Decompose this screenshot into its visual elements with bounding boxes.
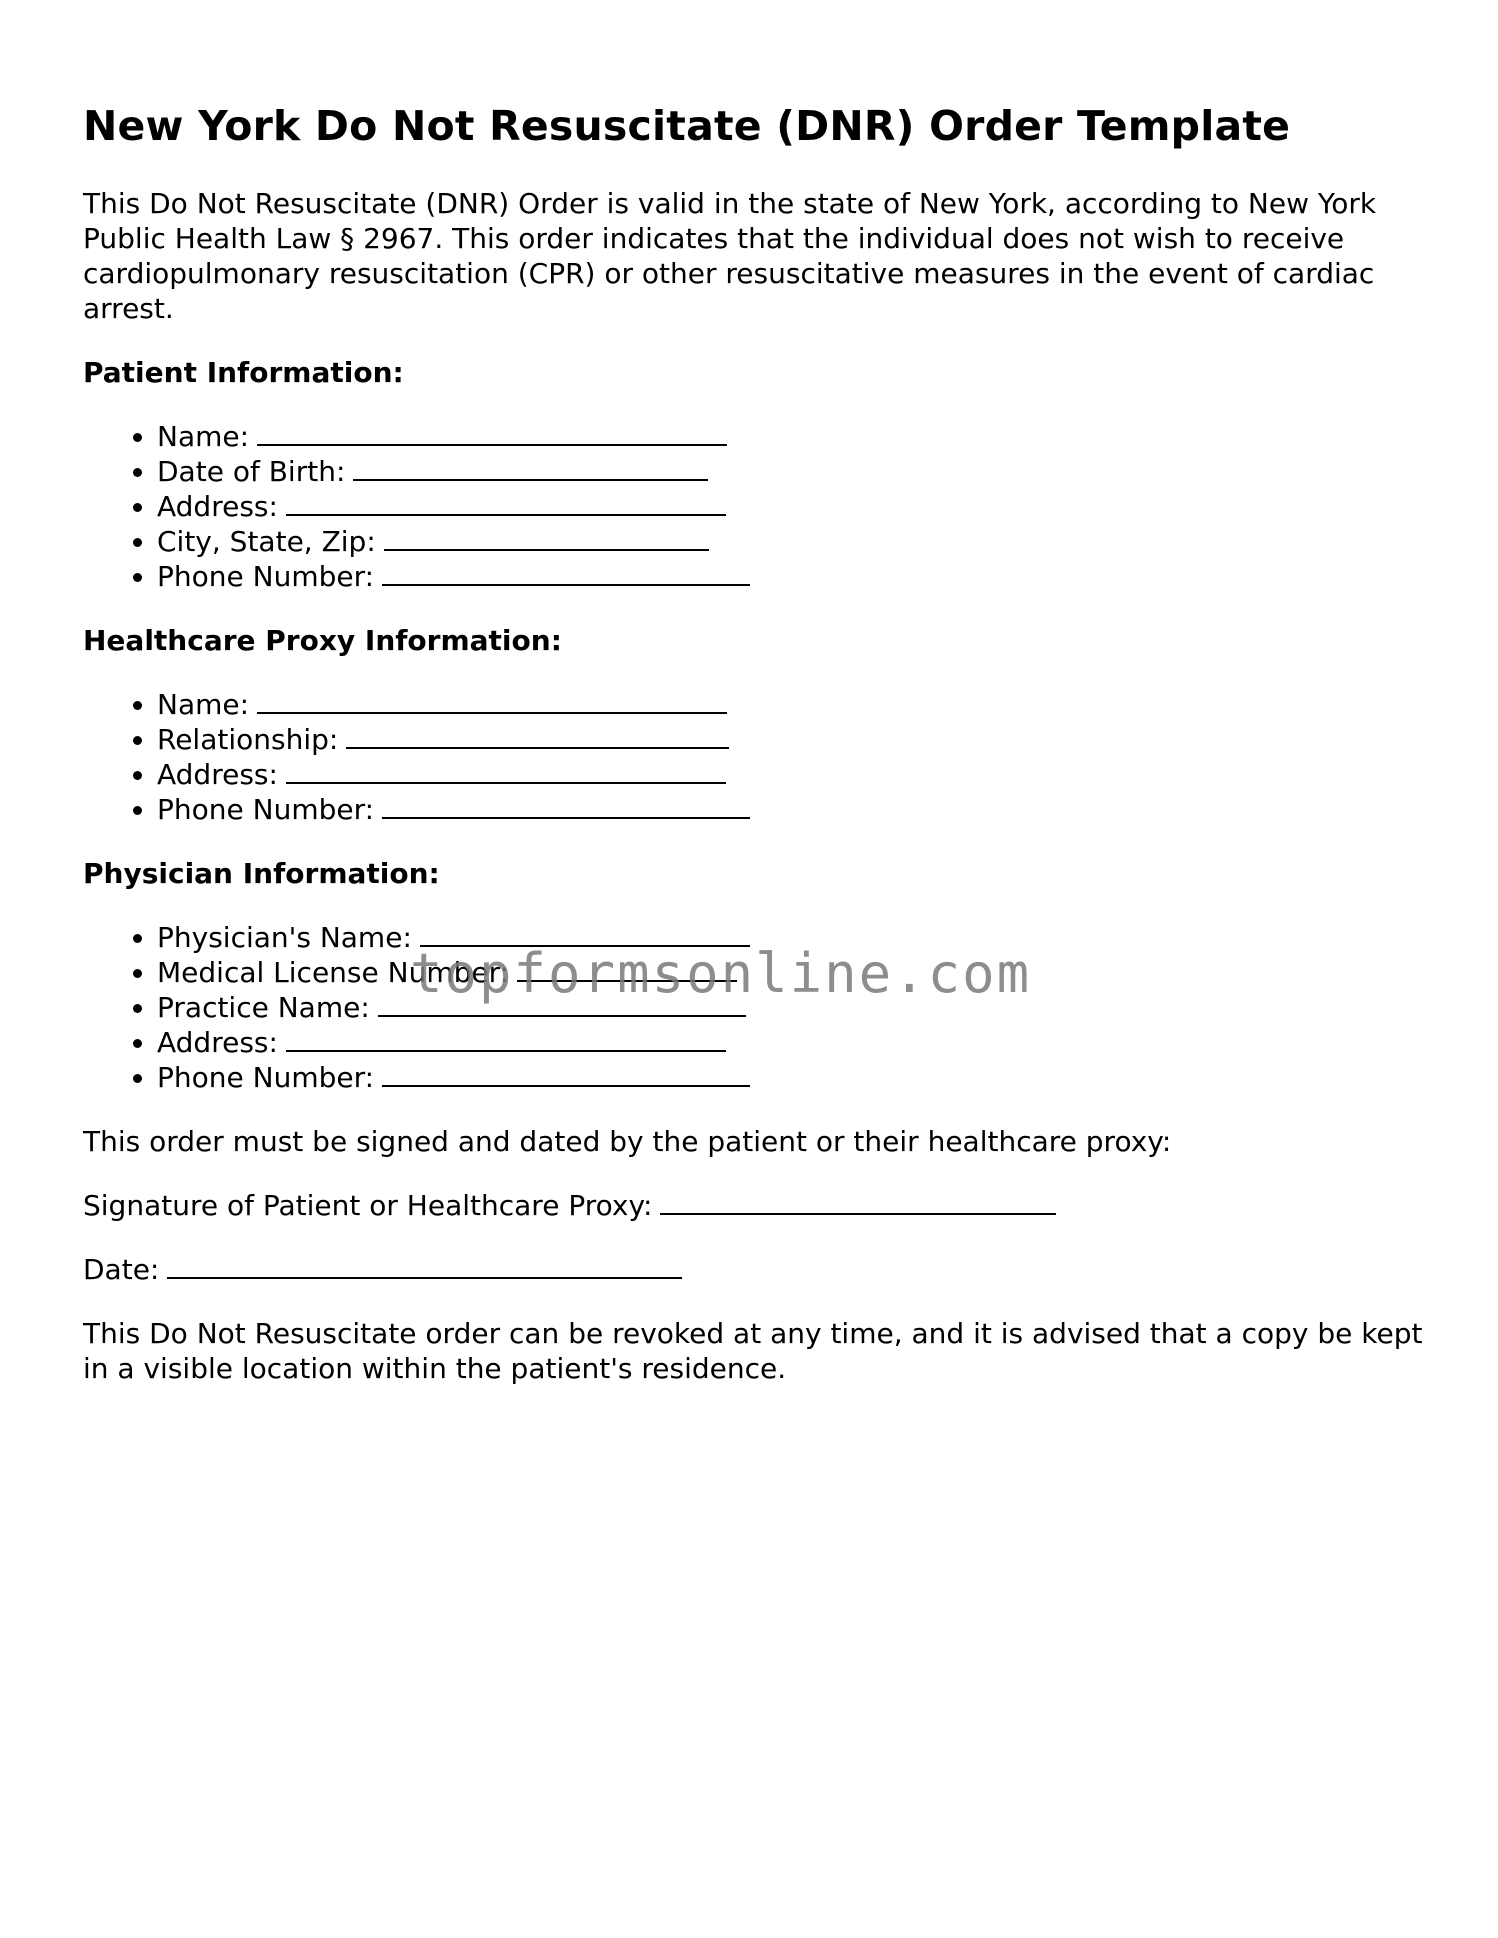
field-label: Address: bbox=[157, 490, 278, 523]
field-label: Address: bbox=[157, 758, 278, 791]
field-label: Phone Number: bbox=[157, 560, 375, 593]
proxy-relationship-field bbox=[157, 722, 1423, 757]
field-label: Medical License Number: bbox=[157, 956, 510, 989]
patient-city-state-zip-field bbox=[157, 524, 1423, 559]
watermark-text: topformsonline.com bbox=[410, 942, 1032, 1005]
patient-info-heading: Patient Information: bbox=[83, 356, 404, 389]
blank-line[interactable] bbox=[382, 1061, 750, 1087]
blank-line[interactable] bbox=[382, 560, 750, 586]
intro-paragraph: This Do Not Resuscitate (DNR) Order is valid in the state of New York, according to New York Public Health Law § 2967. This order indicates that the individual does not wish to receive cardiopulmonary resuscitation (CPR) or other resuscitative measures in the event of cardiac arrest. bbox=[83, 187, 1377, 325]
signature-label: Signature of Patient or Healthcare Proxy: bbox=[83, 1189, 653, 1222]
field-label: Practice Name: bbox=[157, 991, 370, 1024]
blank-line[interactable] bbox=[382, 793, 750, 819]
physician-info-heading: Physician Information: bbox=[83, 857, 440, 890]
blank-line[interactable] bbox=[257, 420, 727, 446]
field-label: Phone Number: bbox=[157, 1061, 375, 1094]
signing-instruction: This order must be signed and dated by the patient or their healthcare proxy: bbox=[83, 1125, 1172, 1158]
field-label: Name: bbox=[157, 420, 250, 453]
field-label: Address: bbox=[157, 1026, 278, 1059]
closing-paragraph: This Do Not Resuscitate order can be revoked at any time, and it is advised that a copy be kept in a visible location within the patient's residence. bbox=[83, 1317, 1423, 1385]
patient-dob-field bbox=[157, 454, 1423, 489]
field-label: Relationship: bbox=[157, 723, 339, 756]
date-label: Date: bbox=[83, 1253, 160, 1286]
proxy-info-list bbox=[83, 687, 1423, 827]
patient-info-list bbox=[83, 419, 1423, 594]
patient-name-field bbox=[157, 419, 1423, 454]
field-label: Phone Number: bbox=[157, 793, 375, 826]
proxy-info-heading: Healthcare Proxy Information: bbox=[83, 624, 562, 657]
blank-line[interactable] bbox=[384, 525, 709, 551]
patient-phone-field bbox=[157, 559, 1423, 594]
signature-blank-line[interactable] bbox=[660, 1189, 1056, 1215]
field-label: Physician's Name: bbox=[157, 921, 412, 954]
field-label: Name: bbox=[157, 688, 250, 721]
proxy-name-field bbox=[157, 687, 1423, 722]
signature-field bbox=[83, 1188, 1423, 1223]
page-title: New York Do Not Resuscitate (DNR) Order Template bbox=[83, 102, 1291, 150]
blank-line[interactable] bbox=[286, 758, 726, 784]
blank-line[interactable] bbox=[353, 455, 708, 481]
blank-line[interactable] bbox=[286, 1026, 726, 1052]
field-label: City, State, Zip: bbox=[157, 525, 376, 558]
blank-line[interactable] bbox=[286, 490, 726, 516]
document-page bbox=[83, 100, 1423, 1386]
proxy-phone-field bbox=[157, 792, 1423, 827]
date-blank-line[interactable] bbox=[167, 1253, 682, 1279]
physician-address-field bbox=[157, 1025, 1423, 1060]
blank-line[interactable] bbox=[346, 723, 729, 749]
date-field bbox=[83, 1252, 1423, 1287]
patient-address-field bbox=[157, 489, 1423, 524]
field-label: Date of Birth: bbox=[157, 455, 346, 488]
proxy-address-field bbox=[157, 757, 1423, 792]
physician-phone-field bbox=[157, 1060, 1423, 1095]
blank-line[interactable] bbox=[257, 688, 727, 714]
